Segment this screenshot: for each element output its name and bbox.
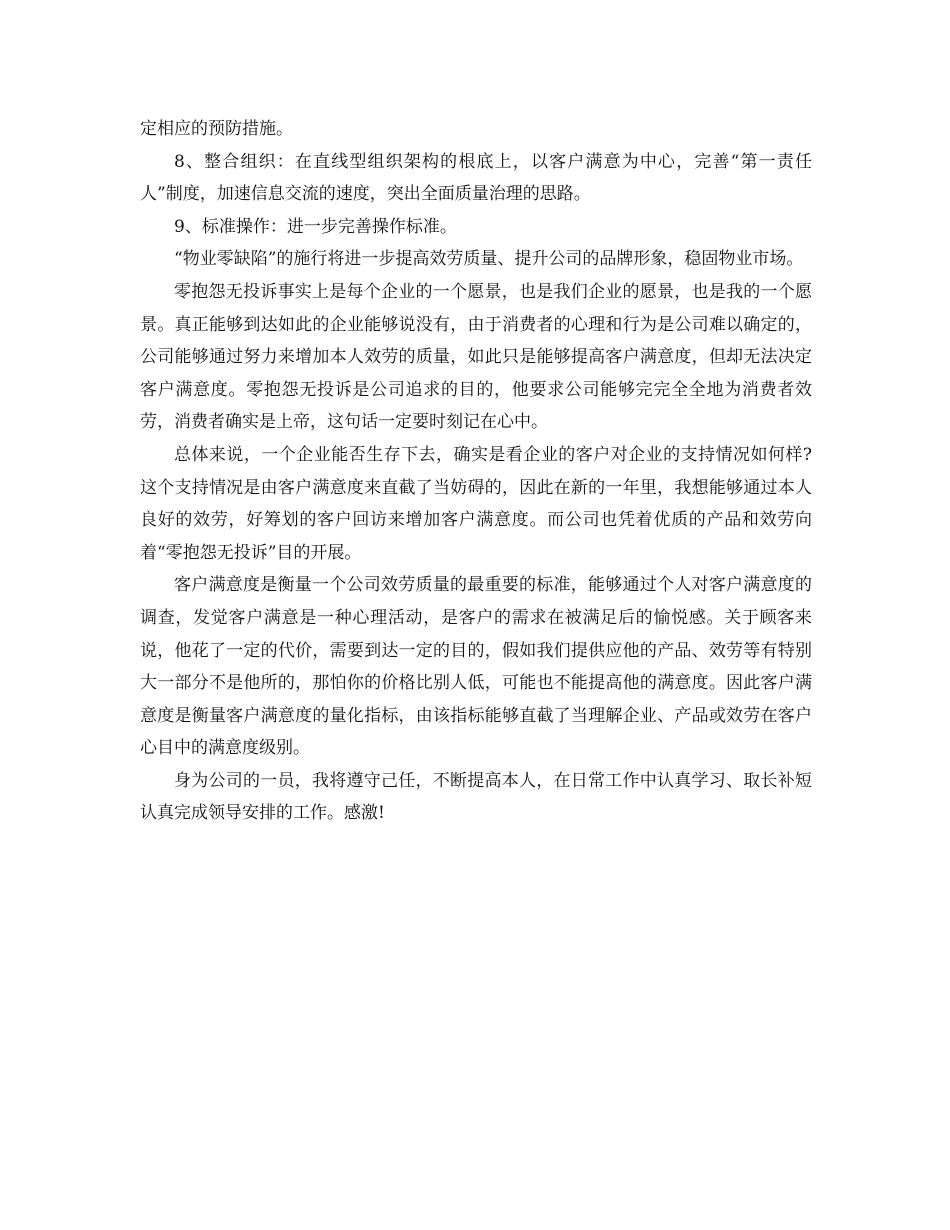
paragraph-summary: 总体来说，一个企业能否生存下去，确实是看企业的客户对企业的支持情况如何样?这个支持情况是由客户满意度来直截了当妨碍的，因此在新的一年里，我想能够通过本人良好的效劳，好筹划的客户回访来增加客户满意度。而公司也凭着优质的产品和效劳向着“零抱怨无投诉”目的开展。 (140, 444, 812, 563)
paragraph-satisfaction: 客户满意度是衡量一个公司效劳质量的最重要的标准，能够通过个人对客户满意度的调查，发觉客户满意是一种心理活动，是客户的需求在被满足后的愉悦感。关于顾客来说，他花了一定的代价，需要到达一定的目的，假如我们提供应他的产品、效劳等有特别大一部分不是他所的，那怕你的价格比别人低，可能也不能提高他的满意度。因此客户满意度是衡量客户满意度的量化指标，由该指标能够直截了当理解企业、产品或效劳在客户心目中的满意度级别。 (140, 575, 812, 759)
paragraph-item-8: 8、整合组织：在直线型组织架构的根底上，以客户满意为中心，完善“第一责任人”制度，加速信息交流的速度，突出全面质量治理的思路。 (140, 151, 812, 205)
document-body (140, 113, 812, 830)
paragraph-vision: 零抱怨无投诉事实上是每个企业的一个愿景，也是我们企业的愿景，也是我的一个愿景。真正能够到达如此的企业能够说没有，由于消费者的心理和行为是公司难以确定的，公司能够通过努力来增加本人效劳的质量，如此只是能够提高客户满意度，但却无法决定客户满意度。零抱怨无投诉是公司追求的目的，他要求公司能够完完全全地为消费者效劳，消费者确实是上帝，这句话一定要时刻记在心中。 (140, 281, 812, 433)
paragraph-zero-defect: “物业零缺陷”的施行将进一步提高效劳质量、提升公司的品牌形象，稳固物业市场。 (174, 249, 804, 270)
paragraph-item-9: 9、标准操作：进一步完善操作标准。 (174, 216, 457, 237)
paragraph-closing: 身为公司的一员，我将遵守己任，不断提高本人，在日常工作中认真学习、取长补短认真完成领导安排的工作。感激! (140, 770, 812, 824)
paragraph-continuation: 定相应的预防措施。 (140, 119, 293, 139)
